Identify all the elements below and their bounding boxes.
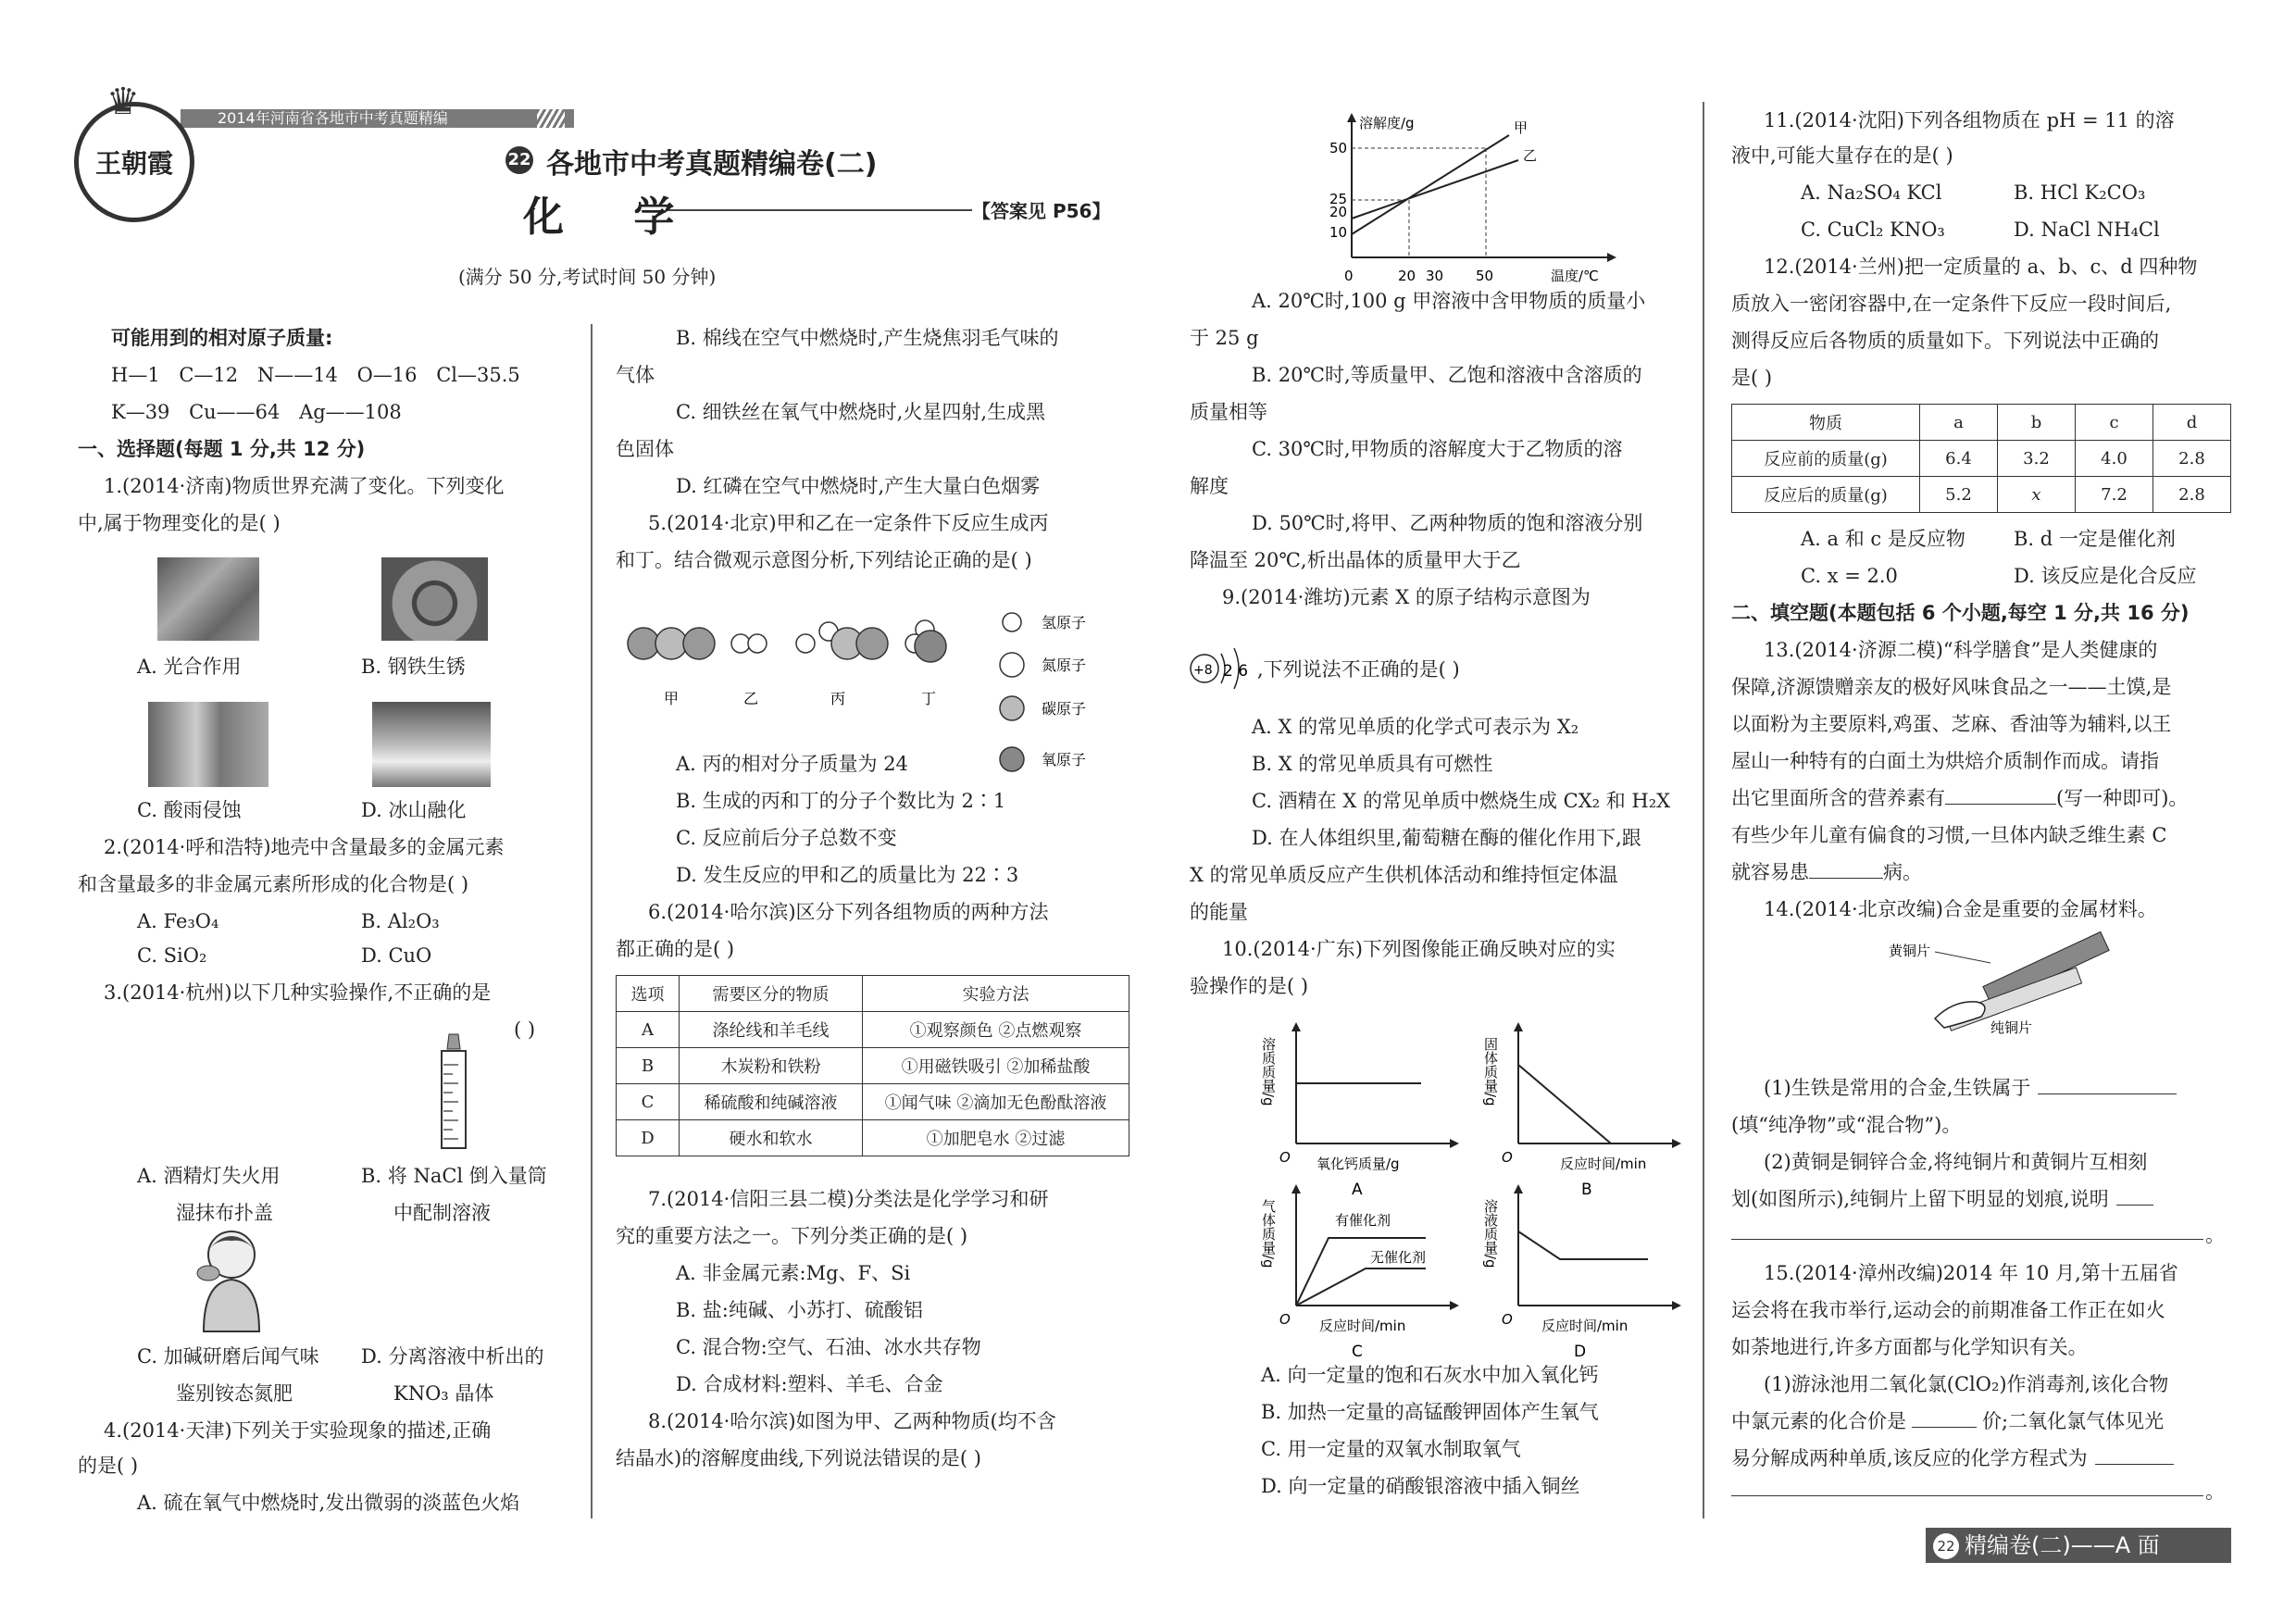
table-cell: 稀硫酸和纯碱溶液 [680,1084,863,1120]
photo-rusting [381,557,488,641]
table-row [617,1120,1129,1156]
subject-title: 化 学 [523,194,703,241]
graph-b-origin: O [1502,1149,1513,1166]
q1-option-c: C. 酸雨侵蚀 [137,799,242,821]
q7-option-a: A. 非金属元素:Mg、F、Si [676,1262,911,1284]
graph-d-label: D [1574,1343,1587,1361]
q10-option-c: C. 用一定量的双氧水制取氧气 [1261,1438,1521,1460]
q7-option-c: C. 混合物:空气、石油、冰水共存物 [676,1336,981,1358]
q15-line-5-tail: 价;二氧化氯气体见光 [1982,1410,2165,1432]
answer-reference: 【答案见 P56】 [972,200,1111,222]
q13-line-7-tail: 病。 [1883,861,1922,883]
volume-number-badge: 22 [505,146,533,174]
nucleus-charge: +8 [1193,663,1213,678]
legend-yi: 乙 [1523,147,1538,164]
table-header-cell: 实验方法 [863,976,1129,1012]
q12-option-d: D. 该反应是化合反应 [2014,565,2197,587]
table-cell: D [617,1120,680,1156]
exam-meta: (满分 50 分,考试时间 50 分钟) [458,266,717,288]
q10-option-a: A. 向一定量的饱和石灰水中加入氧化钙 [1261,1364,1599,1386]
xtick-50: 50 [1476,268,1494,284]
page-title: 各地市中考真题精编卷(二) [546,148,878,181]
header-banner: 2014年河南省各地市中考真题精编 [181,109,574,128]
legend-nitrogen [1000,653,1086,677]
atom-structure-diagram [1188,637,1257,702]
q15-line-5-text: 中氯元素的化合价是 [1731,1410,1906,1432]
graph-d-origin: O [1502,1311,1513,1328]
q13-line-1: 13.(2014·济源二模)“科学膳食”是人类健康的 [1764,639,2158,661]
graph-b-ylabel: 固体质量/g [1482,1037,1499,1106]
q12-option-a: A. a 和 c 是反应物 [1801,528,1965,550]
q15-line-4: (1)游泳池用二氧化氯(ClO₂)作消毒剂,该化合物 [1764,1373,2169,1395]
q9-option-d-line-2: X 的常见单质反应产生供机体活动和维持恒定体温 [1190,864,1618,886]
q8-option-a-line-2: 于 25 g [1190,327,1259,349]
q5-line-1: 5.(2014·北京)甲和乙在一定条件下反应生成丙 [648,512,1049,534]
q15-line-1: 15.(2014·漳州改编)2014 年 10 月,第十五届省 [1764,1262,2178,1284]
q11-line-2: 液中,可能大量存在的是( ) [1731,144,1953,167]
brass-label: 黄铜片 [1889,943,1931,959]
legend-hydrogen [1003,613,1086,631]
q15-answer-blank-2[interactable] [2095,1464,2174,1465]
q15-line-6-text: 易分解成两种单质,该反应的化学方程式为 [1731,1447,2088,1469]
q13-line-7 [1731,854,1922,891]
table-header-cell: b [1998,405,2076,441]
q15-line-3: 如荼地进行,许多方面都与化学知识有关。 [1731,1336,2088,1358]
crown-icon: ♛ [106,81,140,123]
q12-line-3: 测得反应后各物质的质量如下。下列说法中正确的 [1731,330,2159,352]
ytick-50: 50 [1329,140,1348,156]
q2-option-a: A. Fe₃O₄ [137,910,219,932]
q13-answer-blank-1[interactable] [1945,804,2056,805]
q8-option-a-line-1: A. 20℃时,100 g 甲溶液中含甲物质的质量小 [1252,290,1646,312]
q6-table [616,975,1129,1156]
q9-option-b: B. X 的常见单质具有可燃性 [1252,753,1493,775]
q8-line-1: 8.(2014·哈尔滨)如图为甲、乙两种物质(均不含 [648,1410,1056,1432]
copper-label: 纯铜片 [1990,1019,2033,1036]
q1-line-1: 1.(2014·济南)物质世界充满了变化。下列变化 [104,475,505,497]
curve-yi [1352,160,1518,219]
q1-option-b: B. 钢铁生锈 [361,656,466,678]
graph-a-ylabel: 溶质质量/g [1260,1037,1277,1106]
q3-line-1: 3.(2014·杭州)以下几种实验操作,不正确的是 [104,981,492,1004]
table-cell: 反应后的质量(g) [1732,477,1920,513]
q9-option-a: A. X 的常见单质的化学式可表示为 X₂ [1252,716,1579,738]
table-cell: ①闻气味 ②滴加无色酚酞溶液 [863,1084,1129,1120]
footer-number-badge: 22 [1933,1533,1959,1559]
smelling-boy-figure [181,1222,282,1333]
photo-photosynthesis [157,557,259,641]
q12-table [1731,404,2231,513]
q13-line-5-hint: (写一种即可)。 [2056,787,2189,809]
q8-option-c-line-2: 解度 [1190,475,1229,497]
atomic-mass-line-2: K—39 Cu——64 Ag——108 [111,401,402,423]
q9-option-c: C. 酒精在 X 的常见单质中燃烧生成 CX₂ 和 H₂X [1252,790,1671,812]
q14-part2-line-1: (2)黄铜是铜锌合金,将纯铜片和黄铜片互相刻 [1764,1151,2148,1173]
q15-line-5 [1731,1403,2164,1440]
q12-line-1: 12.(2014·兰州)把一定质量的 a、b、c、d 四种物 [1764,256,2198,278]
q9-line-2: ,下列说法不正确的是( ) [1257,658,1460,681]
atomic-mass-line-1: H—1 C—12 N——14 O—16 Cl—35.5 [111,364,520,386]
table-header-cell: 需要区分的物质 [680,976,863,1012]
curve-jia [1352,135,1509,234]
table-header-cell: a [1920,405,1998,441]
svg-text:碳原子: 碳原子 [1042,700,1087,718]
q4-line-1: 4.(2014·天津)下列关于实验现象的描述,正确 [104,1419,492,1442]
q4-option-c-line-1: C. 细铁丝在氧气中燃烧时,火星四射,生成黑 [676,401,1046,423]
section-1-title: 一、选择题(每题 1 分,共 12 分) [78,438,366,460]
q14-answer-blank-1[interactable] [2038,1093,2177,1094]
q7-option-b: B. 盐:纯碱、小苏打、硫酸铝 [676,1299,923,1321]
q11-option-c: C. CuCl₂ KNO₃ [1801,219,1945,241]
ytick-20: 20 [1329,204,1348,220]
q13-line-3: 以面粉为主要原料,鸡蛋、芝麻、香油等为辅料,以王 [1731,713,2172,735]
cylinder-graduations [443,1065,458,1139]
banner-stripes [537,109,565,128]
q15-line-6 [1731,1440,2174,1477]
q12-line-4: 是( ) [1731,367,1773,389]
q5-line-2: 和丁。结合微观示意图分析,下列结论正确的是( ) [616,549,1032,571]
q4-line-2: 的是( ) [78,1455,139,1477]
molecule-ding [905,620,946,662]
q14-end-period: 。 [2205,1224,2225,1246]
graph-d-ylabel: 溶液质量/g [1482,1199,1499,1268]
q3-option-d-line-2: KNO₃ 晶体 [393,1382,494,1405]
q2-line-2: 和含量最多的非金属元素所形成的化合物是( ) [78,873,469,895]
q15-answer-blank-1[interactable] [1912,1427,1977,1428]
q7-option-d: D. 合成材料:塑料、羊毛、合金 [676,1373,943,1395]
table-cell: 木炭粉和铁粉 [680,1048,863,1084]
q13-line-5 [1731,780,2188,817]
q9-option-d-line-1: D. 在人体组织里,葡萄糖在酶的催化作用下,跟 [1252,827,1641,849]
graph-d-xlabel: 反应时间/min [1541,1318,1628,1334]
table-row [1732,477,2231,513]
q14-answer-blank-3[interactable] [1731,1239,2203,1240]
graph-a-origin: O [1279,1149,1291,1166]
q11-option-a: A. Na₂SO₄ KCl [1801,181,1942,204]
q3-option-c-line-2: 鉴别铵态氮肥 [176,1382,293,1405]
xtick-30: 30 [1426,268,1444,284]
q8-option-d-line-1: D. 50℃时,将甲、乙两种物质的饱和溶液分别 [1252,512,1643,534]
q13-line-5-text: 出它里面所含的营养素有 [1731,787,1945,809]
q13-line-2: 保障,济源馈赠亲友的极好风味食品之一——土馍,是 [1731,676,2172,698]
q8-option-d-line-2: 降温至 20℃,析出晶体的质量甲大于乙 [1190,549,1521,571]
logo-text: 王朝霞 [94,148,173,179]
q5-option-d: D. 发生反应的甲和乙的质量比为 22∶3 [676,864,1019,886]
q15-end-period: 。 [2205,1481,2225,1503]
q4-option-c-line-2: 色固体 [616,438,674,460]
q13-line-6: 有些少年儿童有偏食的习惯,一旦体内缺乏维生素 C [1731,824,2167,846]
q3-option-b-line-1: B. 将 NaCl 倒入量筒 [361,1165,547,1187]
graph-d-line [1518,1231,1648,1259]
q2-line-1: 2.(2014·呼和浩特)地壳中含量最多的金属元素 [104,836,505,858]
graph-c-xlabel: 反应时间/min [1319,1318,1406,1334]
q9-line-1: 9.(2014·潍坊)元素 X 的原子结构示意图为 [1222,586,1591,608]
legend-oxygen [995,741,1125,778]
q14-part1 [1764,1069,2177,1106]
molecule-bing [796,622,888,659]
q7-line-2: 究的重要方法之一。下列分类正确的是( ) [616,1225,968,1247]
q12-option-c: C. x = 2.0 [1801,565,1898,587]
molecule-label-yi: 乙 [743,690,759,707]
q3-option-c-line-1: C. 加碱研磨后闻气味 [137,1345,319,1368]
table-cell: ①观察颜色 ②点燃观察 [863,1012,1129,1048]
chart-xlabel: 温度/℃ [1551,268,1599,284]
graph-b [1482,1018,1703,1204]
x-axis-arrow [1607,253,1616,262]
table-cell: 7.2 [2076,477,2153,513]
table-cell: 6.4 [1920,441,1998,477]
graph-c-label: C [1352,1343,1363,1361]
graph-b-xlabel: 反应时间/min [1560,1156,1647,1172]
graph-a [1260,1018,1481,1204]
table-row [1732,441,2231,477]
table-cell: ①用磁铁吸引 ②加稀盐酸 [863,1048,1129,1084]
q11-line-1: 11.(2014·沈阳)下列各组物质在 pH = 11 的溶 [1764,109,2175,131]
q8-line-2: 结晶水)的溶解度曲线,下列说法错误的是( ) [616,1447,981,1469]
q6-line-2: 都正确的是( ) [616,938,735,960]
q12-option-b: B. d 一定是催化剂 [2014,528,2176,550]
table-header-cell: 选项 [617,976,680,1012]
q5-option-b: B. 生成的丙和丁的分子个数比为 2∶1 [676,790,1006,812]
table-row [617,1048,1129,1084]
metal-scratch-figure [1889,935,2111,1037]
footer-text: 精编卷(二)——A 面 [1965,1532,2160,1558]
q2-option-c: C. SiO₂ [137,944,207,967]
graph-b-line [1518,1065,1611,1143]
q14-line-1: 14.(2014·北京改编)合金是重要的金属材料。 [1764,898,2157,920]
q7-line-1: 7.(2014·信阳三县二模)分类法是化学学习和研 [648,1188,1049,1210]
atomic-mass-title: 可能用到的相对原子质量: [111,327,333,349]
molecule-label-bing: 丙 [830,690,846,707]
q14-answer-blank-2[interactable] [2116,1205,2153,1206]
q5-option-a: A. 丙的相对分子质量为 24 [676,753,908,775]
table-header-row [617,976,1129,1012]
q2-option-b: B. Al₂O₃ [361,910,440,932]
q10-line-2: 验操作的是( ) [1190,975,1309,997]
molecule-label-jia: 甲 [664,690,680,707]
q1-line-2: 中,属于物理变化的是( ) [78,512,281,534]
q4-option-a: A. 硫在氧气中燃烧时,发出微弱的淡蓝色火焰 [137,1492,520,1514]
pouring-hand [447,1034,460,1049]
hand [1935,1002,1985,1028]
q10-option-d: D. 向一定量的硝酸银溶液中插入铜丝 [1261,1475,1580,1497]
table-cell: B [617,1048,680,1084]
y-axis-arrow [1347,113,1356,122]
q13-line-4: 屋山一种特有的白面土为烘焙介质制作而成。请指 [1731,750,2159,772]
q3-option-d-line-1: D. 分离溶液中析出的 [361,1345,544,1368]
table-header-cell: 物质 [1732,405,1920,441]
svg-text:氮原子: 氮原子 [1042,656,1087,674]
title-rule [667,209,972,211]
molecule-diagram [616,593,1134,722]
table-cell: ①加肥皂水 ②过滤 [863,1120,1129,1156]
legend-carbon [1000,696,1086,720]
svg-text:氧原子: 氧原子 [1042,751,1087,769]
legend-jia: 甲 [1514,119,1529,136]
q13-line-7-text: 就容易患 [1731,861,1809,883]
q3-option-a-line-2: 湿抹布扑盖 [176,1202,273,1224]
svg-text:氢原子: 氢原子 [1042,614,1087,631]
graph-c-ylabel: 气体质量/g [1260,1199,1277,1268]
molecule-jia [628,628,715,659]
q14-part1-hint: (填“纯净物”或“混合物”)。 [1731,1114,1962,1136]
q15-answer-blank-3[interactable] [1731,1495,2203,1496]
table-cell: 5.2 [1920,477,1998,513]
column-divider-1 [591,324,593,1518]
table-cell: C [617,1084,680,1120]
table-cell: 2.8 [2153,477,2231,513]
footer-tab [1926,1528,2231,1563]
q4-option-d: D. 红磷在空气中燃烧时,产生大量白色烟雾 [676,475,1041,497]
logo [74,81,194,222]
section-2-title: 二、填空题(本题包括 6 个小题,每空 1 分,共 16 分) [1731,602,2190,624]
graph-b-label: B [1581,1181,1592,1199]
q4-option-b-line-2: 气体 [616,364,655,386]
solubility-chart [1329,109,1629,290]
q15-line-2: 运会将在我市举行,运动会的前期准备工作正在如火 [1731,1299,2165,1321]
q3-option-b-line-2: 中配制溶液 [393,1202,491,1224]
q14-part2-line-2 [1731,1181,2153,1218]
q5-option-c: C. 反应前后分子总数不变 [676,827,897,849]
q8-option-b-line-2: 质量相等 [1190,401,1267,423]
graph-a-label: A [1352,1181,1363,1199]
graph-a-xlabel: 氧化钙质量/g [1316,1156,1400,1172]
photo-iceberg [372,702,491,787]
q4-option-b-line-1: B. 棉线在空气中燃烧时,产生烧焦羽毛气味的 [676,327,1059,349]
graph-c-nocatalyst-label: 无催化剂 [1370,1249,1427,1266]
graph-c-origin: O [1279,1311,1291,1328]
molecule-yi [731,634,767,653]
table-cell: 反应前的质量(g) [1732,441,1920,477]
q2-option-d: D. CuO [361,944,432,967]
q14-part2-text: 划(如图所示),纯铜片上留下明显的划痕,说明 [1731,1188,2109,1210]
chart-ylabel: 溶解度/g [1359,115,1415,131]
table-row [617,1012,1129,1048]
q3-option-a-line-1: A. 酒精灯失火用 [137,1165,281,1187]
xtick-0: 0 [1344,268,1354,284]
q10-option-b: B. 加热一定量的高锰酸钾固体产生氧气 [1261,1401,1599,1423]
table-cell: A [617,1012,680,1048]
table-cell: 3.2 [1998,441,2076,477]
q1-option-d: D. 冰山融化 [361,799,467,821]
shell-electrons: 2 6 [1223,662,1249,681]
table-header-row [1732,405,2231,441]
q10-line-1: 10.(2014·广东)下列图像能正确反映对应的实 [1222,938,1616,960]
table-cell: x [1998,477,2076,513]
graph-c-nocatalyst-line [1296,1268,1426,1306]
table-row [617,1084,1129,1120]
graph-c-catalyst-label: 有催化剂 [1335,1212,1391,1229]
q8-option-b-line-1: B. 20℃时,等质量甲、乙饱和溶液中含溶质的 [1252,364,1642,386]
table-cell: 涤纶线和羊毛线 [680,1012,863,1048]
q13-answer-blank-2[interactable] [1809,878,1883,879]
ytick-10: 10 [1329,224,1348,241]
xtick-20: 20 [1398,268,1416,284]
boy-body [204,1280,259,1331]
molecule-label-ding: 丁 [921,690,937,707]
q9-option-d-line-3: 的能量 [1190,901,1248,923]
graduated-cylinder-figure [430,1032,477,1153]
q6-line-1: 6.(2014·哈尔滨)区分下列各组物质的两种方法 [648,901,1049,923]
table-header-cell: d [2153,405,2231,441]
table-cell: 硬水和软水 [680,1120,863,1156]
q11-option-d: D. NaCl NH₄Cl [2014,219,2160,241]
table-cell: 2.8 [2153,441,2231,477]
table-header-cell: c [2076,405,2153,441]
q8-option-c-line-1: C. 30℃时,甲物质的溶解度大于乙物质的溶 [1252,438,1623,460]
ytick-25: 25 [1329,191,1348,207]
mortar [197,1266,219,1281]
q11-option-b: B. HCl K₂CO₃ [2014,181,2146,204]
graph-d [1482,1181,1703,1366]
graph-c [1260,1181,1481,1366]
q14-part1-text: (1)生铁是常用的合金,生铁属于 [1764,1077,2031,1099]
q1-option-a: A. 光合作用 [137,656,242,678]
q12-line-2: 质放入一密闭容器中,在一定条件下反应一段时间后, [1731,293,2172,315]
photo-acid-rain [148,702,268,787]
table-cell: 4.0 [2076,441,2153,477]
q3-paren: ( ) [514,1018,536,1041]
